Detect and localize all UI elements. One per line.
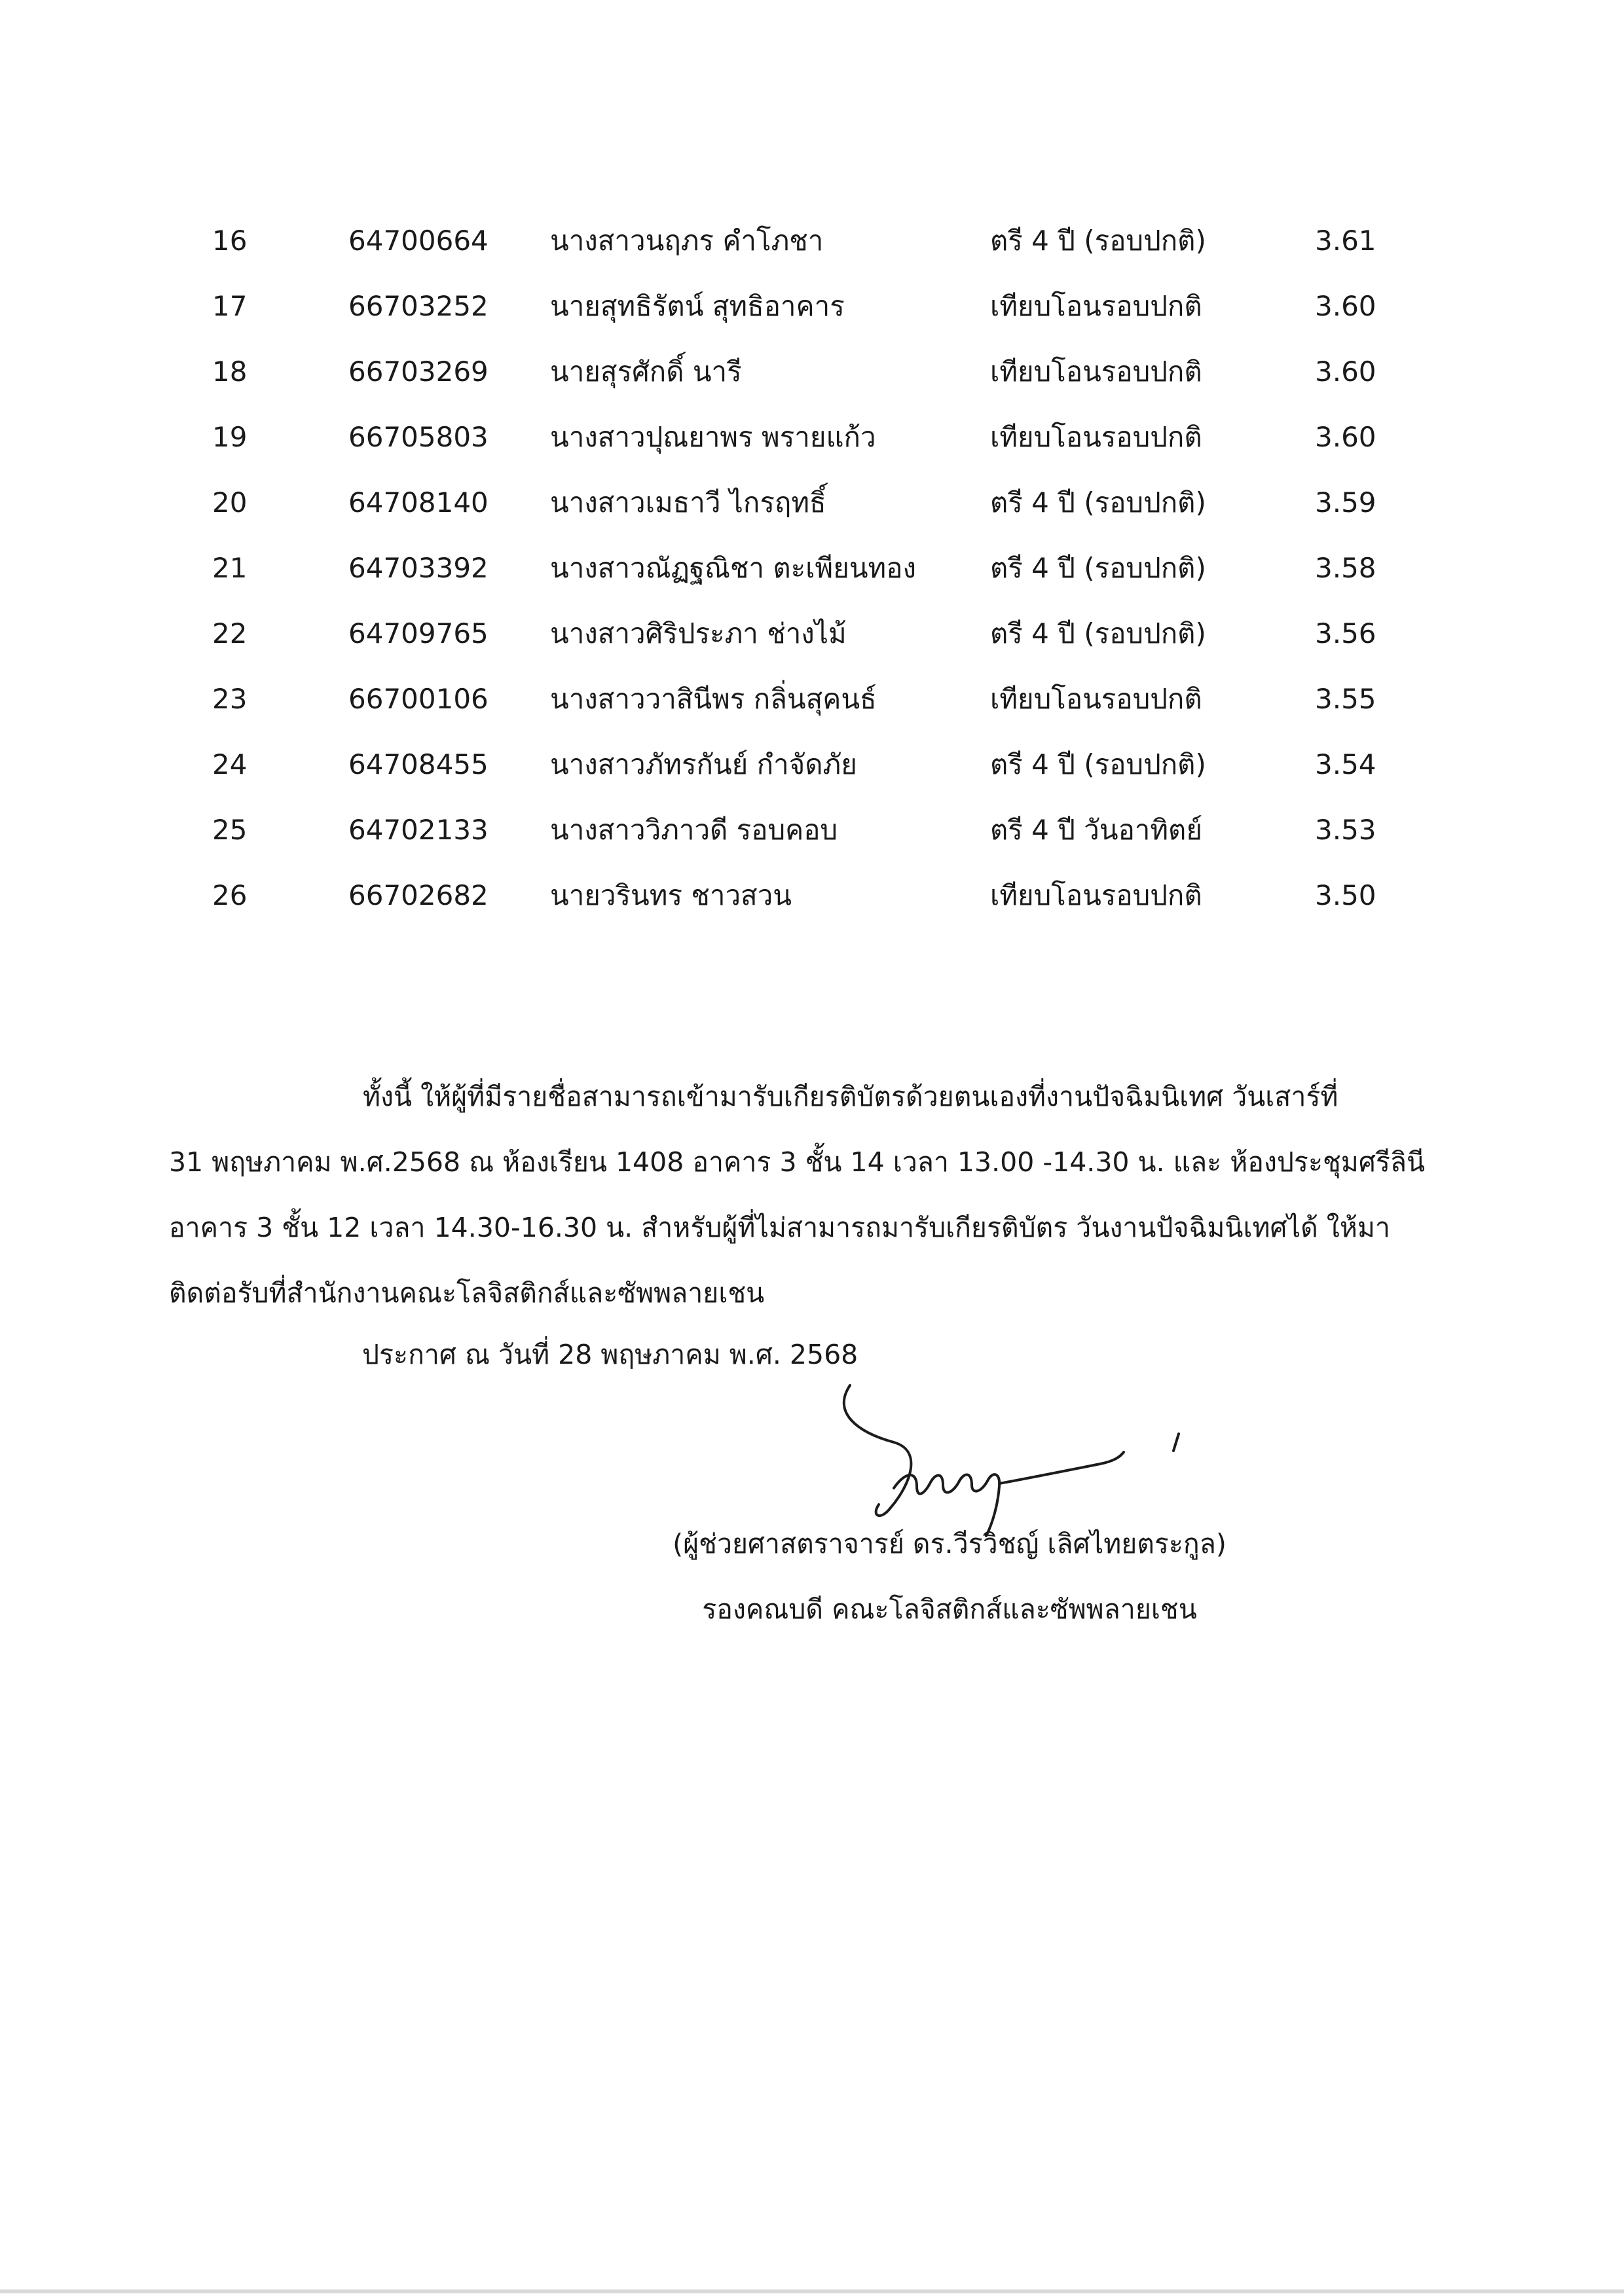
gpa: 3.58 xyxy=(1315,552,1376,584)
student-id: 66703269 xyxy=(348,355,489,388)
student-id: 64708140 xyxy=(348,486,489,519)
gpa: 3.54 xyxy=(1315,748,1376,780)
table-row xyxy=(196,405,1441,470)
row-number: 16 xyxy=(212,225,248,257)
program: ตรี 4 ปี (รอบปกติ) xyxy=(990,617,1206,649)
row-number: 23 xyxy=(212,683,248,715)
gpa: 3.55 xyxy=(1315,683,1376,715)
row-number: 17 xyxy=(212,290,248,322)
table-row xyxy=(196,797,1441,863)
student-name: นางสาวศิริประภา ช่างไม้ xyxy=(550,617,847,649)
student-id: 64708455 xyxy=(348,748,489,780)
program: ตรี 4 ปี (รอบปกติ) xyxy=(990,225,1206,257)
table-row xyxy=(196,666,1441,732)
student-name: นายวรินทร ชาวสวน xyxy=(550,879,792,911)
student-name: นางสาวภัทรกันย์ กำจัดภัย xyxy=(550,748,857,780)
gpa: 3.60 xyxy=(1315,355,1376,388)
student-name: นางสาววาสินีพร กลิ่นสุคนธ์ xyxy=(550,683,877,715)
student-name: นายสุทธิรัตน์ สุทธิอาคาร xyxy=(550,290,845,322)
table-row xyxy=(196,732,1441,797)
program: ตรี 4 ปี (รอบปกติ) xyxy=(990,552,1206,584)
table-row xyxy=(196,470,1441,536)
program: เทียบโอนรอบปกติ xyxy=(990,879,1202,911)
student-id: 64703392 xyxy=(348,552,489,584)
notice-line: ติดต่อรับที่สำนักงานคณะโลจิสติกส์และซัพพลายเชน xyxy=(169,1277,765,1309)
table-row xyxy=(196,536,1441,601)
announcement-date: ประกาศ ณ วันที่ 28 พฤษภาคม พ.ศ. 2568 xyxy=(362,1339,858,1370)
student-id: 64702133 xyxy=(348,814,489,846)
student-id: 64700664 xyxy=(348,225,489,257)
student-id: 66705803 xyxy=(348,421,489,453)
gpa: 3.61 xyxy=(1315,225,1376,257)
student-name: นางสาวณัฏฐณิชา ตะเพียนทอง xyxy=(550,552,916,584)
notice-line: อาคาร 3 ชั้น 12 เวลา 14.30-16.30 น. สำหรับผู้ที่ไม่สามารถมารับเกียรติบัตร วันงานปัจฉิมนิเทศได้ ให้มา xyxy=(169,1212,1390,1243)
row-number: 21 xyxy=(212,552,248,584)
row-number: 18 xyxy=(212,355,248,388)
program: เทียบโอนรอบปกติ xyxy=(990,683,1202,715)
table-row xyxy=(196,601,1441,666)
row-number: 26 xyxy=(212,879,248,911)
program: เทียบโอนรอบปกติ xyxy=(990,290,1202,322)
notice-paragraph xyxy=(169,1064,1426,1326)
row-number: 20 xyxy=(212,486,248,519)
gpa: 3.59 xyxy=(1315,486,1376,519)
student-name: นางสาวปุณยาพร พรายแก้ว xyxy=(550,421,876,453)
gpa: 3.53 xyxy=(1315,814,1376,846)
student-id: 66702682 xyxy=(348,879,489,911)
row-number: 24 xyxy=(212,748,248,780)
student-name: นายสุรศักดิ์ นารี xyxy=(550,355,742,388)
row-number: 19 xyxy=(212,421,248,453)
scan-edge-rule xyxy=(0,2289,1624,2293)
notice-line: ทั้งนี้ ให้ผู้ที่มีรายชื่อสามารถเข้ามารับเกียรติบัตรด้วยตนเองที่งานปัจฉิมนิเทศ วันเสาร์ที่ xyxy=(363,1081,1338,1112)
student-id: 66703252 xyxy=(348,290,489,322)
notice-line: 31 พฤษภาคม พ.ศ.2568 ณ ห้องเรียน 1408 อาคาร 3 ชั้น 14 เวลา 13.00 -14.30 น. และ ห้องประชุมศรีลินี xyxy=(169,1146,1426,1178)
signatory-position: รองคณบดี คณะโลจิสติกส์และซัพพลายเชน xyxy=(702,1594,1197,1625)
signatory-block xyxy=(622,1511,1277,1642)
row-number: 25 xyxy=(212,814,248,846)
program: ตรี 4 ปี (รอบปกติ) xyxy=(990,748,1206,780)
student-id: 66700106 xyxy=(348,683,489,715)
program: เทียบโอนรอบปกติ xyxy=(990,421,1202,453)
program: ตรี 4 ปี (รอบปกติ) xyxy=(990,486,1206,519)
gpa: 3.60 xyxy=(1315,421,1376,453)
program: ตรี 4 ปี วันอาทิตย์ xyxy=(990,814,1202,846)
student-name: นางสาววิภาวดี รอบคอบ xyxy=(550,814,838,846)
student-name: นางสาวนฤภร คำโภชา xyxy=(550,225,824,257)
table-row xyxy=(196,863,1441,928)
gpa: 3.60 xyxy=(1315,290,1376,322)
student-id: 64709765 xyxy=(348,617,489,649)
gpa: 3.56 xyxy=(1315,617,1376,649)
table-row xyxy=(196,274,1441,339)
results-table xyxy=(196,208,1441,928)
program: เทียบโอนรอบปกติ xyxy=(990,355,1202,388)
student-name: นางสาวเมธาวี ไกรฤทธิ์ xyxy=(550,486,826,519)
table-row xyxy=(196,208,1441,274)
row-number: 22 xyxy=(212,617,248,649)
table-row xyxy=(196,339,1441,405)
gpa: 3.50 xyxy=(1315,879,1376,911)
signatory-name: (ผู้ช่วยศาสตราจารย์ ดร.วีรวิชญ์ เลิศไทยตระกูล) xyxy=(673,1528,1227,1559)
